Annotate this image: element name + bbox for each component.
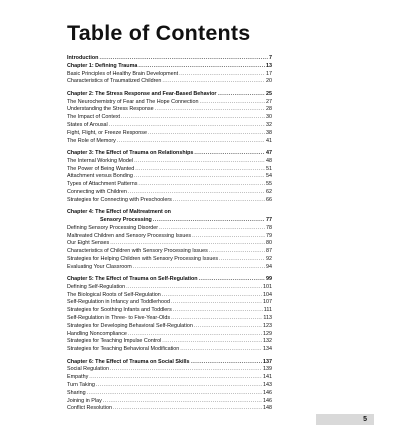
toc-entry-title: Characteristics of Children with Sensory Processing Issues — [67, 248, 208, 255]
toc-entry — [67, 233, 272, 241]
toc-entry — [67, 299, 272, 307]
dot-leader — [179, 71, 265, 79]
dot-leader — [153, 217, 265, 225]
toc-page-number: 54 — [266, 173, 272, 180]
dot-leader — [138, 63, 265, 71]
toc-entry — [67, 338, 272, 346]
page-number-tab — [316, 414, 374, 425]
toc-entry-title: Introduction — [67, 55, 99, 61]
dot-leader — [87, 390, 262, 398]
toc-page-number: 141 — [263, 374, 272, 381]
dot-leader — [162, 78, 265, 86]
toc-section — [67, 276, 272, 354]
dot-leader — [135, 166, 265, 174]
dot-leader — [113, 405, 262, 413]
dot-leader — [173, 197, 265, 205]
toc-entry — [67, 114, 272, 122]
toc-page-number: 62 — [266, 188, 272, 195]
toc-section — [67, 359, 272, 414]
toc-chapter-heading — [67, 63, 272, 71]
toc-page-number: 78 — [266, 224, 272, 231]
toc-entry-title: Chapter 5: The Effect of Trauma on Self-Regulation — [67, 276, 198, 283]
toc-entry-title: Strategies for Developing Behavioral Self-Regulation — [67, 322, 193, 329]
toc-entry-title: Self-Regulation in Infancy and Toddlerhood — [67, 299, 170, 306]
dot-leader — [159, 225, 265, 233]
toc-entry-title: Strategies for Helping Children with Sensory Processing Issues — [67, 255, 219, 262]
toc-page-number: 25 — [266, 90, 272, 97]
toc-entry-title: Strategies for Soothing Infants and Toddlers — [67, 307, 172, 314]
toc-page-number: 129 — [263, 330, 272, 337]
toc-section — [67, 150, 272, 205]
dot-leader — [99, 55, 268, 63]
toc-entry-title: Strategies for Teaching Behavioral Modification — [67, 346, 180, 353]
toc-page-number: 77 — [266, 216, 272, 223]
toc-entry-title: Conflict Resolution — [67, 405, 112, 412]
toc-entry — [67, 106, 272, 114]
toc-page-number: 101 — [263, 283, 272, 290]
toc-page-number: 79 — [266, 232, 272, 239]
toc-entry-title: Empathy — [67, 374, 89, 381]
toc-entry-title: Maltreated Children and Sensory Processing Issues — [67, 232, 192, 239]
toc-page-number: 66 — [266, 196, 272, 203]
toc-entry-title: Turn Taking — [67, 382, 95, 389]
toc-entry-title: Chapter 1: Defining Trauma — [67, 62, 138, 69]
dot-leader — [126, 284, 262, 292]
toc-entry-title: Basic Principles of Healthy Brain Development — [67, 70, 179, 77]
dot-leader — [171, 315, 262, 323]
dot-leader — [128, 331, 262, 339]
toc-entry — [67, 189, 272, 197]
toc-entry — [67, 331, 272, 339]
toc-entry-title: Social Regulation — [67, 366, 109, 373]
toc-entry-title: Chapter 3: The Effect of Trauma on Relationships — [67, 149, 194, 156]
toc-entry-title: Strategies for Teaching Impulse Control — [67, 338, 162, 345]
toc-page-number: 107 — [263, 299, 272, 306]
toc-page-number: 148 — [263, 405, 272, 412]
toc-entry — [67, 315, 272, 323]
dot-leader — [155, 106, 265, 114]
dot-leader — [133, 264, 265, 272]
dot-leader — [171, 299, 262, 307]
toc-page-number: 99 — [266, 276, 272, 283]
toc-entry-title: Evaluating Your Classroom — [67, 263, 132, 270]
toc-entry-title: Defining Self-Regulation — [67, 283, 126, 290]
toc-page-number: 30 — [266, 114, 272, 121]
toc-entry — [67, 248, 272, 256]
dot-leader — [138, 181, 265, 189]
toc-entry — [67, 284, 272, 292]
page-number: 5 — [363, 416, 367, 423]
toc-entry-title: Chapter 2: The Stress Response and Fear-Based Behavior — [67, 90, 217, 97]
dot-leader — [89, 374, 262, 382]
toc-entry-title: Joining in Play — [67, 397, 102, 404]
toc-page-number: 104 — [263, 291, 272, 298]
dot-leader — [173, 307, 263, 315]
toc-chapter-heading — [67, 91, 272, 99]
toc-section — [67, 91, 272, 146]
toc-entry — [67, 256, 272, 264]
toc-page-number: 92 — [266, 255, 272, 262]
toc-entry-title: Chapter 4: The Effect of Maltreatment on — [67, 209, 171, 216]
toc-entry — [67, 346, 272, 354]
toc-entry — [67, 181, 272, 189]
toc-entry — [67, 405, 272, 413]
dot-leader — [162, 292, 262, 300]
toc-page-number: 111 — [263, 307, 272, 314]
toc-entry — [67, 78, 272, 86]
toc-page-number: 7 — [269, 55, 272, 61]
toc-entry — [67, 390, 272, 398]
toc-entry-title: Self-Regulation in Three- to Five-Year-Olds — [67, 315, 171, 322]
toc-entry — [67, 130, 272, 138]
toc-entry — [67, 398, 272, 406]
toc-entry-title: Characteristics of Traumatized Children — [67, 78, 162, 85]
toc-entry-title: Sensory Processing — [100, 216, 152, 223]
toc-chapter-heading — [67, 217, 272, 225]
toc-chapter-heading — [67, 276, 272, 284]
toc-chapter-heading — [67, 209, 272, 217]
toc-entry — [67, 307, 272, 315]
toc-entry — [67, 173, 272, 181]
dot-leader — [180, 346, 262, 354]
toc-page-number: 146 — [263, 397, 272, 404]
dot-leader — [96, 382, 262, 390]
toc-entry-title: Chapter 6: The Effect of Trauma on Social Skills — [67, 358, 190, 365]
toc-entry — [67, 71, 272, 79]
toc-page-number: 28 — [266, 106, 272, 113]
toc-entry-title: Understanding the Stress Response — [67, 106, 154, 113]
toc-page-number: 134 — [263, 346, 272, 353]
toc-page-number: 80 — [266, 240, 272, 247]
toc-entry — [67, 264, 272, 272]
toc-chapter-heading — [67, 55, 272, 63]
dot-leader — [134, 173, 265, 181]
toc-entry-title: States of Arousal — [67, 121, 108, 128]
toc-entry — [67, 240, 272, 248]
toc-page-number: 143 — [263, 382, 272, 389]
dot-leader — [199, 276, 265, 284]
toc-entry — [67, 197, 272, 205]
toc-page-number: 13 — [266, 62, 272, 69]
toc-entry-title: Our Eight Senses — [67, 240, 110, 247]
dot-leader — [110, 240, 265, 248]
toc-page-number: 47 — [266, 149, 272, 156]
dot-leader — [109, 122, 265, 130]
toc-page-number: 38 — [266, 129, 272, 136]
toc-entry — [67, 225, 272, 233]
toc-entry-title: The Neurochemistry of Fear and The Hope Connection — [67, 98, 199, 105]
dot-leader — [209, 248, 265, 256]
toc-page-number: 146 — [263, 389, 272, 396]
toc-page-number: 139 — [263, 366, 272, 373]
table-of-contents — [67, 55, 272, 418]
toc-entry-title: Connecting with Children — [67, 188, 127, 195]
toc-chapter-heading — [67, 359, 272, 367]
toc-page-number: 17 — [266, 70, 272, 77]
toc-page-number: 113 — [263, 315, 272, 322]
dot-leader — [117, 138, 265, 146]
dot-leader — [218, 91, 266, 99]
toc-entry — [67, 99, 272, 107]
toc-page-number: 41 — [266, 137, 272, 144]
toc-page-number: 27 — [266, 98, 272, 105]
toc-entry-title: Handling Noncompliance — [67, 330, 127, 337]
toc-entry — [67, 382, 272, 390]
toc-page-number: 48 — [266, 157, 272, 164]
toc-page-number: 94 — [266, 263, 272, 270]
toc-entry — [67, 323, 272, 331]
toc-page-number: 132 — [263, 338, 272, 345]
toc-entry-title: Strategies for Connecting with Preschoolers — [67, 196, 172, 203]
toc-page-number: 87 — [266, 248, 272, 255]
toc-page-number: 32 — [266, 121, 272, 128]
toc-section — [67, 209, 272, 271]
toc-entry-title: Defining Sensory Processing Disorder — [67, 224, 159, 231]
toc-entry-title: Types of Attachment Patterns — [67, 181, 138, 188]
dot-leader — [128, 189, 265, 197]
toc-entry-title: The Impact of Context — [67, 114, 121, 121]
toc-entry — [67, 158, 272, 166]
toc-section — [67, 55, 272, 86]
toc-entry — [67, 292, 272, 300]
toc-entry-title: The Biological Roots of Self-Regulation — [67, 291, 161, 298]
toc-page-number: 137 — [263, 358, 272, 365]
dot-leader — [121, 114, 265, 122]
toc-entry — [67, 166, 272, 174]
toc-page-number: 123 — [263, 322, 272, 329]
toc-entry — [67, 374, 272, 382]
toc-page-number: 55 — [266, 181, 272, 188]
dot-leader — [110, 366, 262, 374]
toc-entry-title: The Power of Being Wanted — [67, 165, 135, 172]
dot-leader — [199, 99, 265, 107]
toc-entry — [67, 138, 272, 146]
dot-leader — [219, 256, 265, 264]
page-title: Table of Contents — [67, 21, 251, 45]
toc-entry-title: The Role of Memory — [67, 137, 116, 144]
toc-entry-title: The Internal Working Model — [67, 157, 134, 164]
toc-entry — [67, 122, 272, 130]
toc-entry-title: Attachment versus Bonding — [67, 173, 133, 180]
toc-entry-title: Fight, Flight, or Freeze Response — [67, 129, 147, 136]
dot-leader — [103, 398, 262, 406]
dot-leader — [148, 130, 265, 138]
toc-entry — [67, 366, 272, 374]
dot-leader — [192, 233, 265, 241]
toc-page-number: 51 — [266, 165, 272, 172]
dot-leader — [162, 338, 262, 346]
toc-entry-title: Sharing — [67, 389, 86, 396]
toc-page-number: 20 — [266, 78, 272, 85]
dot-leader — [194, 150, 265, 158]
dot-leader — [134, 158, 265, 166]
toc-chapter-heading — [67, 150, 272, 158]
dot-leader — [191, 359, 262, 367]
dot-leader — [194, 323, 262, 331]
